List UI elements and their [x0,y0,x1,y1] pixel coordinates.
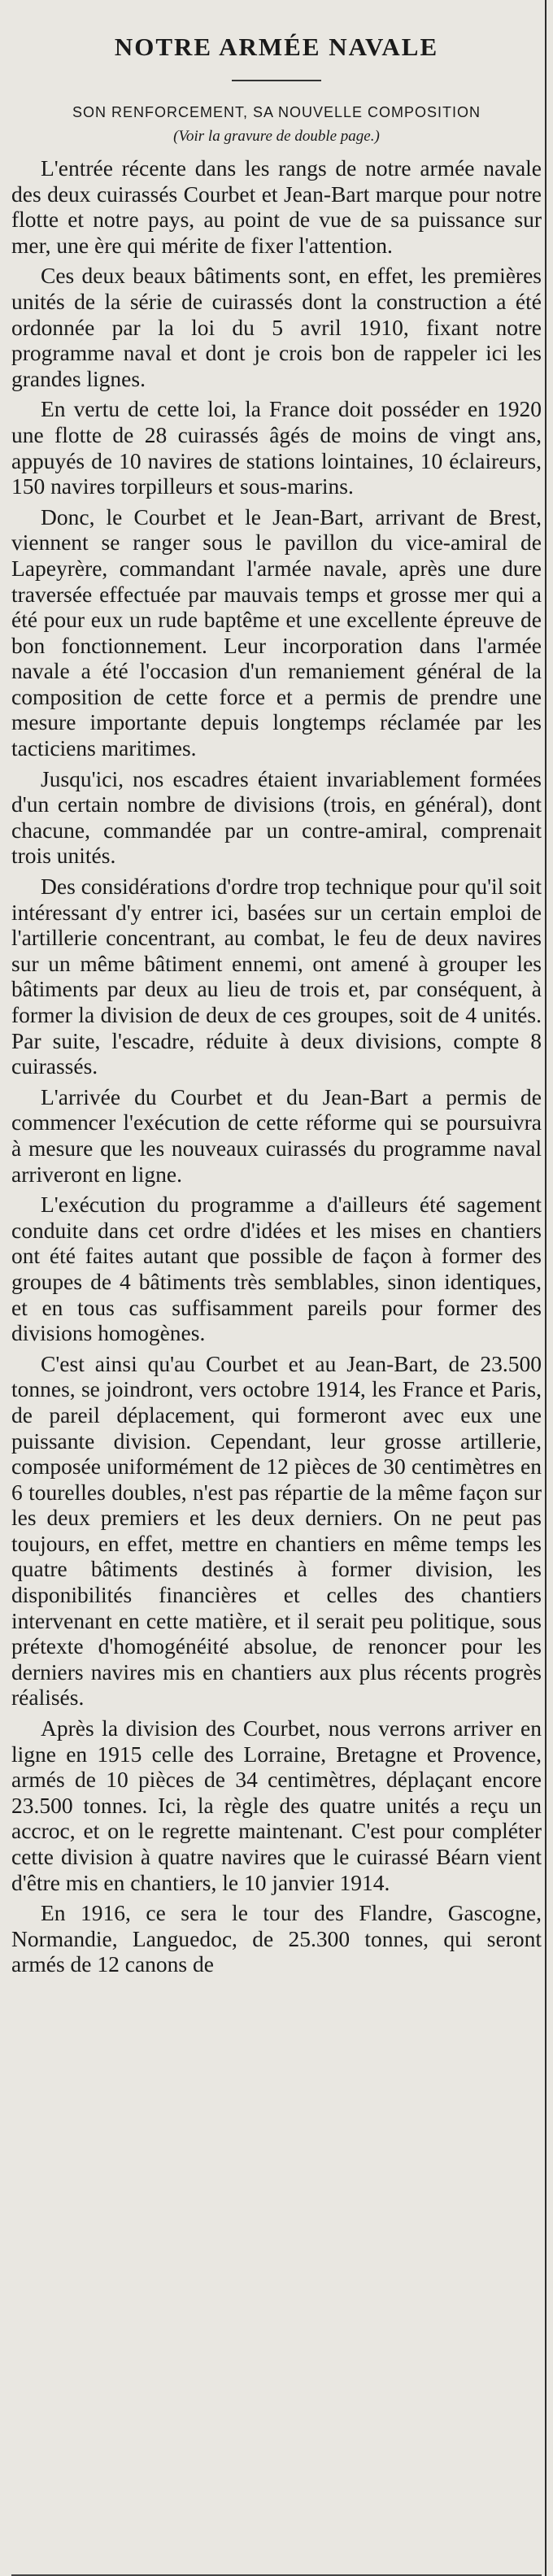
paragraph: Donc, le Courbet et le Jean-Bart, arrivant de Brest, viennent se ranger sous le pavillon du vice-amiral de Lapeyrère, commandant l'armée navale, après une dure traversée effectuée par mauvais temps et grosse mer qui a été pour eux un rude baptême et une excellente épreuve de bon fonctionnement. Leur incorporation dans l'armée navale a été l'occasion d'un remaniement général de la composition de cette force et a permis de prendre une mesure importante depuis longtemps réclamée par les tacticiens maritimes. [11,503,542,761]
paragraph: L'arrivée du Courbet et du Jean-Bart a permis de commencer l'exécution de cette réforme qui se poursuivra à mesure que les nouveaux cuirassés du programme naval arriveront en ligne. [11,1083,542,1187]
article-body [11,155,542,1977]
paragraph: Des considérations d'ordre trop technique pour qu'il soit intéressant d'y entrer ici, basées sur un certain emploi de l'artillerie concentrant, au combat, le feu de deux navires sur un même bâtiment ennemi, ont amené à grouper les bâtiments par deux au lieu de trois et, par conséquent, à former la division de deux de ces groupes, soit de 4 unités. Par suite, l'escadre, réduite à deux divisions, compte 8 cuirassés. [11,874,542,1079]
paragraph: C'est ainsi qu'au Courbet et au Jean-Bart, de 23.500 tonnes, se joindront, vers octobre 1914, les France et Paris, de pareil déplacement, qui formeront avec eux une puissante division. Cependant, leur grosse artillerie, composée uniformément de 12 pièces de 30 centimètres en 6 tourelles doubles, n'est pas répartie de la même façon sur les deux premiers et les deux derniers. On ne peut pas toujours, en effet, mettre en chantiers en même temps les quatre bâtiments destinés à former division, les disponibilités financières et celles des chantiers intervenant en cette matière, et il serait peu politique, sous prétexte d'homogénéité absolue, de renoncer pour les derniers navires mis en chantiers aux plus récents progrès réalisés. [11,1350,542,1711]
paragraph: Après la division des Courbet, nous verrons arriver en ligne en 1915 celle des Lorraine, Bretagne et Provence, armés de 10 pièces de 34 centimètres, déplaçant encore 23.500 tonnes. Ici, la règle des quatre unités a reçu un accroc, et on le regrette maintenant. C'est pour compléter cette division à quatre navires que le cuirassé Béarn vient d'être mis en chantiers, le 10 janvier 1914. [11,1715,542,1895]
article-title: NOTRE ARMÉE NAVALE [114,33,439,61]
paragraph: Jusqu'ici, nos escadres étaient invariablement formées d'un certain nombre de divisions (trois, en général), dont chacune, commandée par un contre-amiral, comprenait trois unités. [11,765,542,869]
engraving-note: (Voir la gravure de double page.) [173,128,380,145]
paragraph: L'exécution du programme a d'ailleurs été sagement conduite dans cet ordre d'idées et les mises en chantiers ont été faites autant que possible de façon à former des groupes de 4 bâtiments très semblables, sinon identiques, et en tous cas suffisamment pareils pour former des divisions homogènes. [11,1192,542,1346]
title-divider [232,80,321,81]
paragraph: Ces deux beaux bâtiments sont, en effet, les premières unités de la série de cuirassés dont la construction a été ordonnée par la loi du 5 avril 1910, fixant notre programme naval et dont je crois bon de rappeler ici les grandes lignes. [11,263,542,391]
article-subtitle: SON RENFORCEMENT, SA NOUVELLE COMPOSITION [72,104,481,120]
paragraph: L'entrée récente dans les rangs de notre armée navale des deux cuirassés Courbet et Jean-Bart marque pour notre flotte et notre pays, au point de vue de sa puissance sur mer, une ère qui mérite de fixer l'attention. [11,155,542,258]
column-rule [545,0,546,2576]
paragraph: En vertu de cette loi, la France doit posséder en 1920 une flotte de 28 cuirassés âgés de moins de vingt ans, appuyés de 10 navires de stations lointaines, 10 éclaireurs, 150 navires torpilleurs et sous-marins. [11,396,542,499]
paragraph: En 1916, ce sera le tour des Flandre, Gascogne, Normandie, Languedoc, de 25.300 tonnes, qui seront armés de 12 canons de [11,1900,542,1977]
